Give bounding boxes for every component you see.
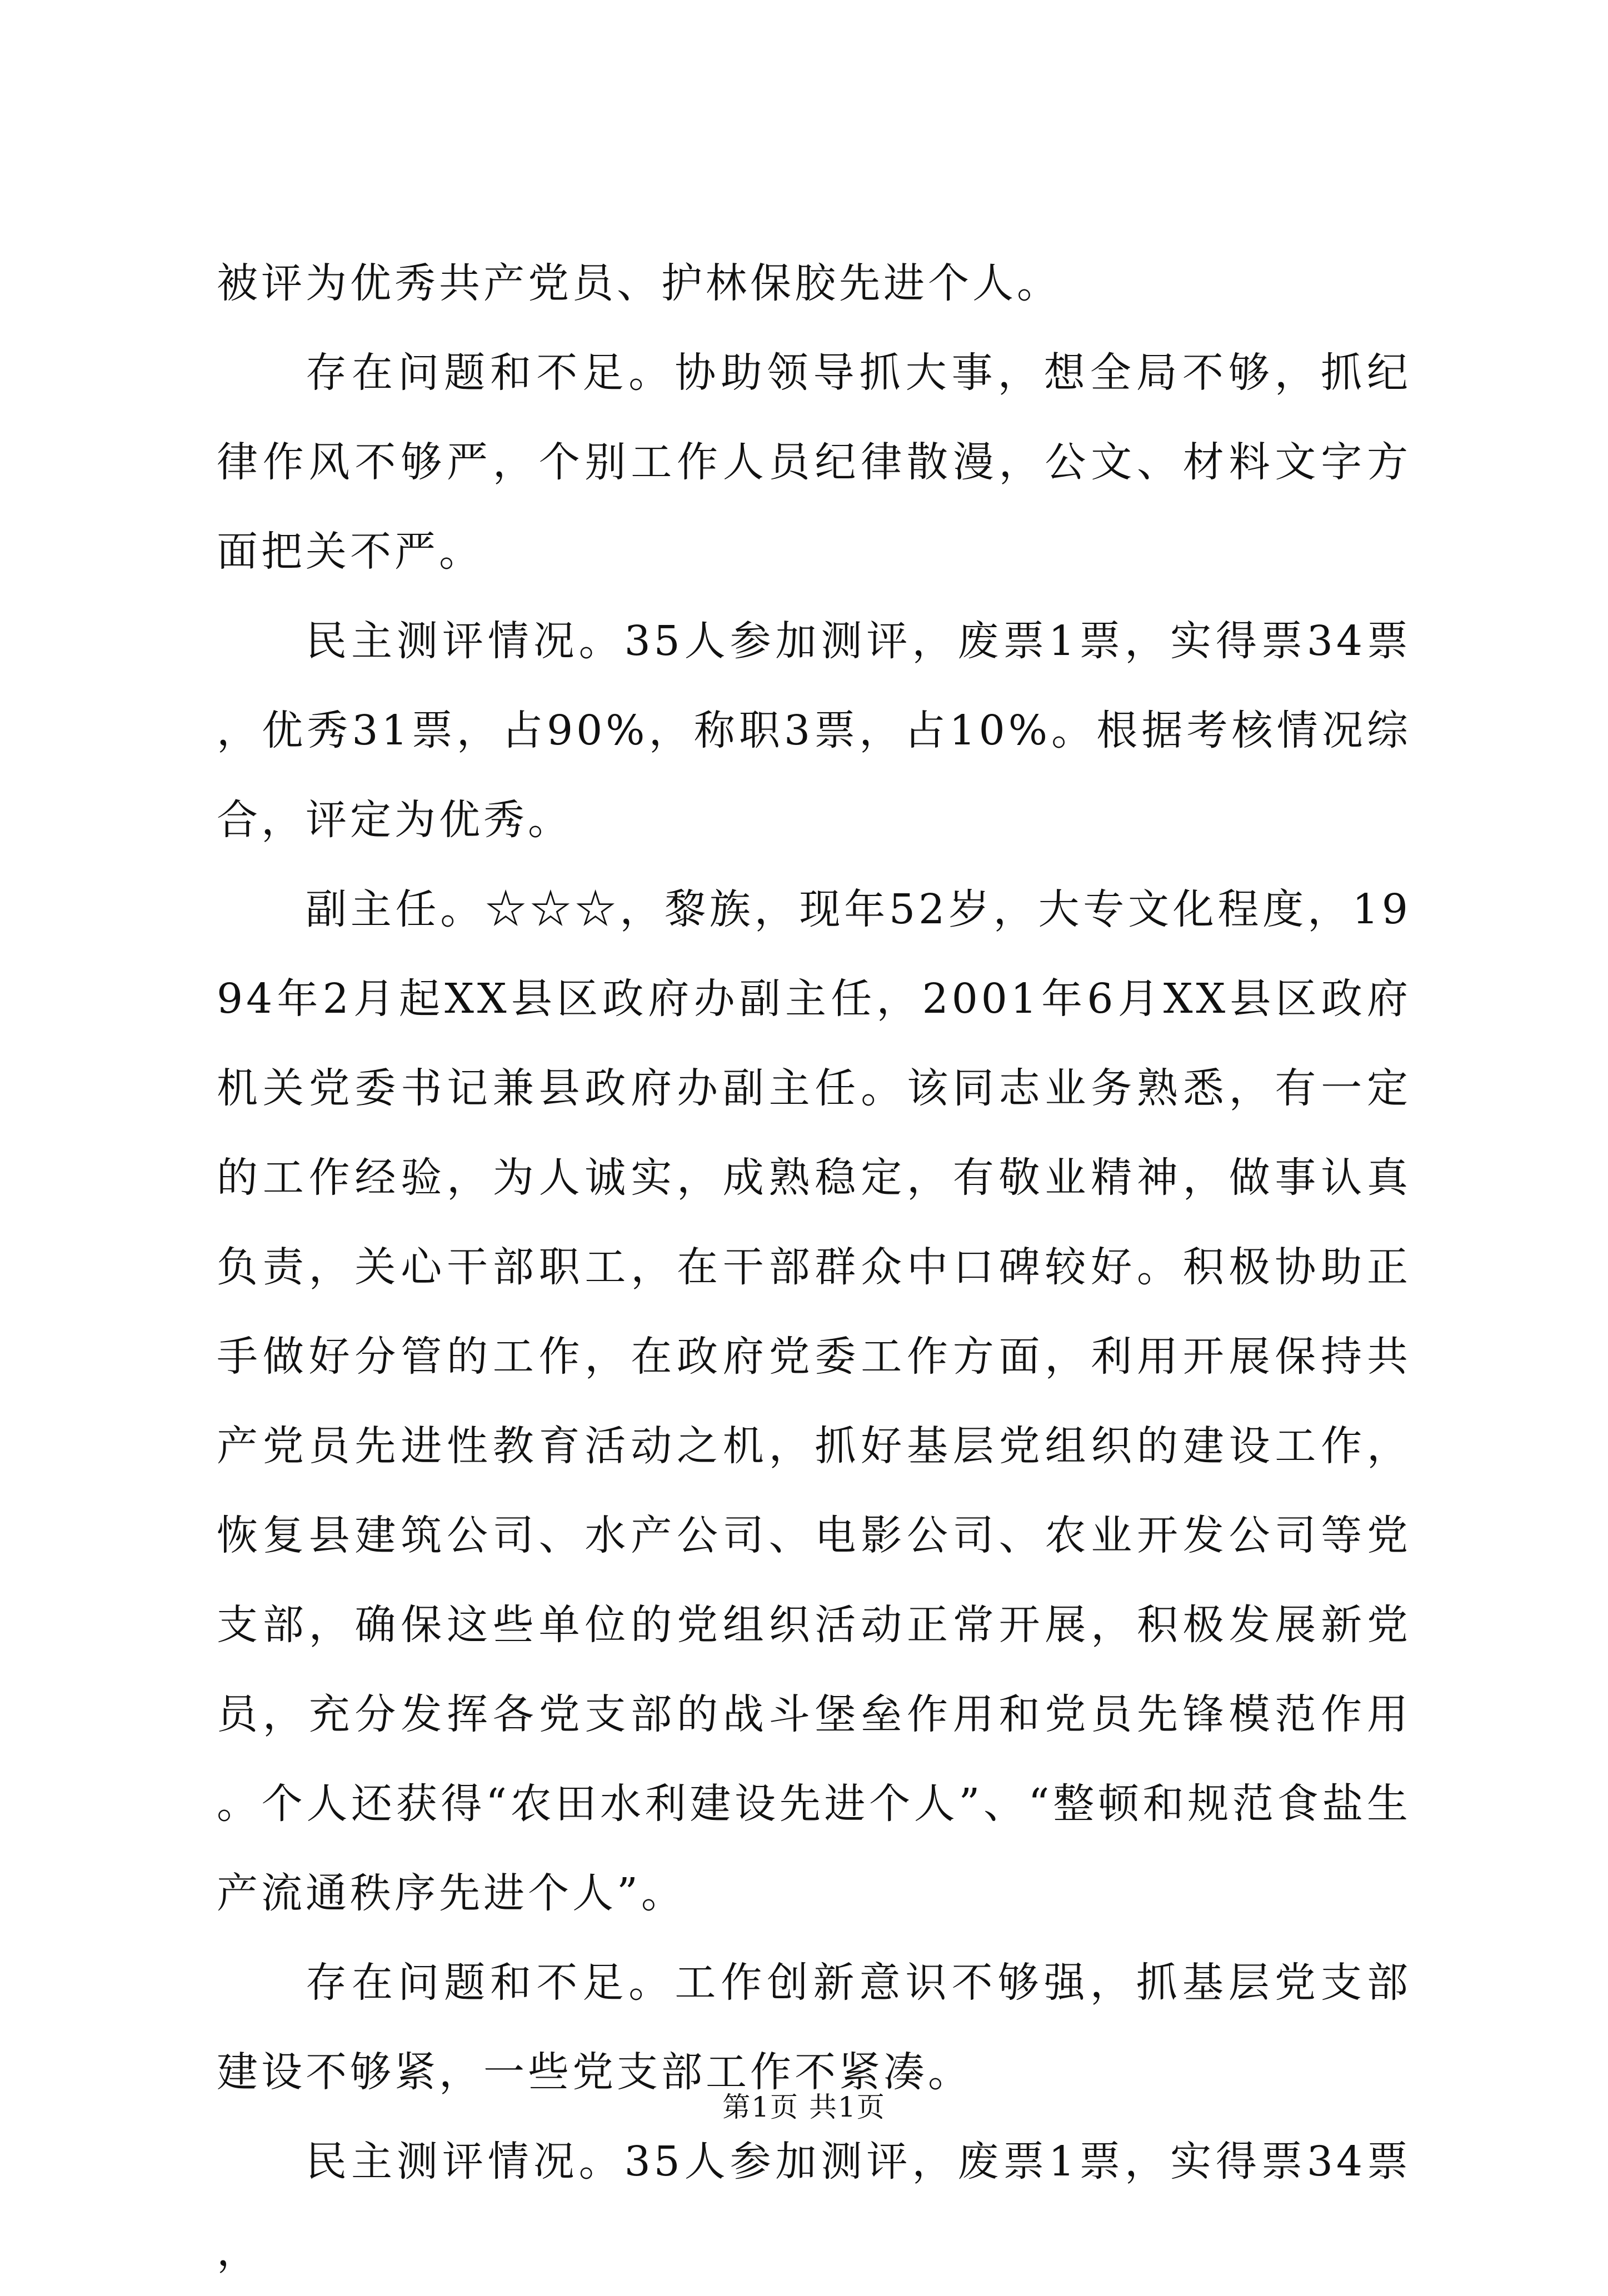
document-body bbox=[217, 239, 1411, 2296]
paragraph-3: 民主测评情况。35人参加测评，废票1票，实得票34票，优秀31票，占90%，称职3票，占10%。根据考核情况综合，评定为优秀。 bbox=[217, 617, 1411, 844]
paragraph-6: 民主测评情况。35人参加测评，废票1票，实得票34票， bbox=[217, 2138, 1411, 2275]
paragraph-5: 存在问题和不足。工作创新意识不够强，抓基层党支部建设不够紧，一些党支部工作不紧凑。 bbox=[217, 1959, 1411, 2096]
page-footer: 第1页 共1页 bbox=[722, 2091, 886, 2123]
paragraph-1: 被评为优秀共产党员、护林保胶先进个人。 bbox=[217, 259, 1061, 307]
paragraph-2: 存在问题和不足。协助领导抓大事，想全局不够，抓纪律作风不够严，个别工作人员纪律散漫，公文、材料文字方面把关不严。 bbox=[217, 349, 1411, 576]
paragraph-4: 副主任。☆☆☆，黎族，现年52岁，大专文化程度，1994年2月起XX县区政府办副主任，2001年6月XX县区政府机关党委书记兼县政府办副主任。该同志业务熟悉，有一定的工作经验，为人诚实，成熟稳定，有敬业精神，做事认真负责，关心干部职工，在干部群众中口碑较好。积极协助正手做好分管的工作，在政府党委工作方面，利用开展保持共产党员先进性教育活动之机，抓好基层党组织的建设工作，恢复县建筑公司、水产公司、电影公司、农业开发公司等党支部，确保这些单位的党组织活动正常开展，积极发展新党员，充分发挥各党支部的战斗堡垒作用和党员先锋模范作用。个人还获得“农田水利建设先进个人”、“整顿和规范食盐生产流通秩序先进个人”。 bbox=[217, 886, 1411, 1917]
